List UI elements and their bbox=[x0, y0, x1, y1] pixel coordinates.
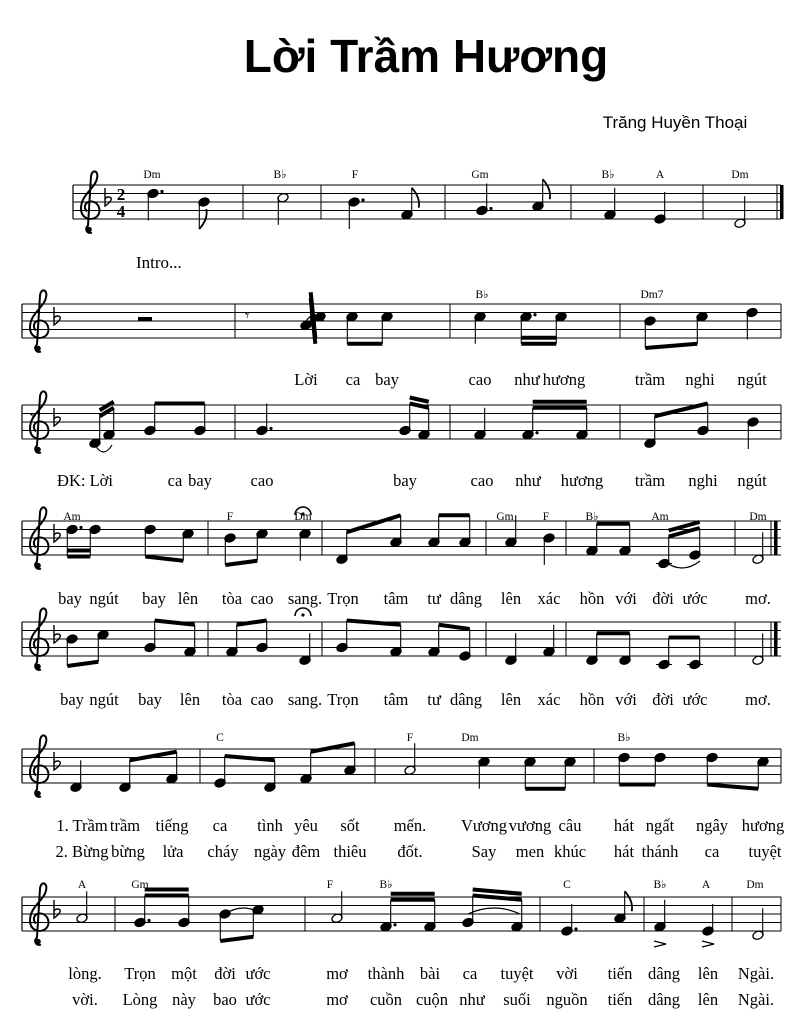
lyric-syllable: tuyệt bbox=[748, 842, 782, 861]
slur bbox=[468, 908, 520, 914]
beam bbox=[645, 344, 697, 348]
note bbox=[654, 192, 666, 224]
lyric-syllable: tiến bbox=[607, 990, 633, 1009]
flat-key-signature-icon bbox=[54, 752, 60, 770]
lyric-syllable: ngày bbox=[253, 842, 287, 861]
chord-symbol: Dm7 bbox=[640, 289, 664, 301]
lyric-syllable: ước bbox=[245, 990, 271, 1009]
fermata-icon bbox=[301, 613, 304, 616]
note bbox=[555, 311, 567, 343]
staff-3 bbox=[22, 391, 781, 452]
lyric-syllable: men bbox=[515, 842, 545, 861]
lyric-syllable: khúc bbox=[553, 842, 587, 861]
note bbox=[299, 528, 311, 560]
chord-symbol: F bbox=[542, 511, 550, 523]
lyric-syllable: ca bbox=[212, 816, 228, 835]
chord-symbol: Dm bbox=[461, 732, 479, 744]
note bbox=[166, 752, 178, 784]
lyric-syllable: tòa bbox=[221, 589, 243, 608]
lyric-syllable: với bbox=[615, 589, 637, 608]
note bbox=[89, 524, 101, 556]
lyric-syllable: ngất bbox=[645, 816, 675, 835]
lyric-syllable: trầm bbox=[109, 816, 141, 835]
lyric-syllable: cuộn bbox=[415, 990, 449, 1009]
lyric-syllable: dâng bbox=[647, 990, 681, 1009]
lyric-syllable: một bbox=[171, 964, 197, 983]
flag bbox=[625, 891, 632, 911]
note bbox=[697, 404, 709, 436]
dot bbox=[160, 190, 163, 193]
note bbox=[428, 625, 440, 657]
flat-key-signature-icon bbox=[54, 307, 60, 325]
lyric-syllable: bài bbox=[419, 964, 441, 983]
note bbox=[747, 417, 759, 449]
note bbox=[194, 404, 206, 436]
treble-clef-icon bbox=[86, 227, 92, 233]
lyric-syllable: cao bbox=[250, 690, 274, 709]
lyric-syllable: mến. bbox=[393, 816, 427, 835]
note bbox=[300, 752, 312, 784]
treble-clef-icon bbox=[35, 346, 41, 352]
lyric-syllable: xác bbox=[537, 589, 561, 608]
note bbox=[226, 625, 238, 657]
lyric-syllable: hương bbox=[741, 816, 785, 835]
final-thick-barline bbox=[780, 185, 784, 219]
lyric-syllable: tư bbox=[427, 690, 441, 709]
lyric-syllable: Ngài. bbox=[737, 964, 775, 983]
beam bbox=[473, 890, 522, 894]
lyric-syllable: dâng bbox=[449, 589, 483, 608]
chord-symbol: C bbox=[563, 879, 571, 891]
beam bbox=[439, 625, 470, 629]
note bbox=[214, 756, 226, 788]
note bbox=[654, 752, 666, 784]
note bbox=[706, 752, 718, 784]
dot bbox=[574, 927, 577, 930]
lyric-syllable: tình bbox=[257, 816, 283, 835]
note bbox=[264, 760, 276, 792]
note bbox=[256, 528, 268, 560]
lyric-syllable: 1. Trầm bbox=[56, 816, 108, 835]
flag bbox=[412, 188, 419, 208]
beam bbox=[707, 785, 758, 789]
lyric-syllable: Vương bbox=[460, 816, 508, 835]
lyric-syllable: lòng. bbox=[68, 964, 102, 983]
time-signature-top: 2 bbox=[116, 185, 126, 204]
note bbox=[459, 515, 471, 547]
lyric-syllable: mơ. bbox=[745, 690, 771, 709]
note bbox=[299, 633, 311, 665]
lyric-syllable: Lời bbox=[294, 370, 318, 389]
note bbox=[224, 533, 236, 565]
flat-key-signature-icon bbox=[54, 524, 60, 542]
lyric-syllable: Say bbox=[471, 842, 497, 861]
treble-clef-icon bbox=[35, 664, 41, 670]
note bbox=[619, 524, 631, 556]
note bbox=[586, 633, 598, 665]
composer-name: Trăng Huyền Thoại bbox=[602, 113, 748, 132]
note bbox=[399, 404, 411, 436]
lyric-syllable: sốt bbox=[340, 816, 360, 835]
chord-symbol: Gm bbox=[471, 169, 489, 181]
dot bbox=[535, 431, 538, 434]
lyric-syllable: thánh bbox=[641, 842, 679, 861]
lyric-syllable: ca bbox=[345, 370, 361, 389]
note bbox=[689, 528, 701, 560]
lyric-syllable: trầm bbox=[634, 370, 666, 389]
staff-2 bbox=[22, 290, 781, 351]
lyric-syllable: dâng bbox=[647, 964, 681, 983]
chord-symbol: Gm bbox=[496, 511, 514, 523]
accent-icon bbox=[654, 941, 666, 947]
lyric-syllable: ước bbox=[682, 589, 708, 608]
note bbox=[532, 179, 544, 211]
note bbox=[344, 743, 356, 775]
lyric-syllable: thiêu bbox=[333, 842, 367, 861]
lyric-syllable: vời bbox=[556, 964, 578, 983]
dot bbox=[361, 198, 364, 201]
lyric-syllable: đêm bbox=[291, 842, 321, 861]
note bbox=[256, 621, 268, 653]
lyric-syllable: ngây bbox=[695, 816, 729, 835]
lyric-syllable: hồn bbox=[579, 690, 605, 709]
beam bbox=[67, 662, 98, 666]
lyric-syllable: ngút bbox=[89, 690, 119, 709]
treble-clef-icon bbox=[35, 939, 41, 945]
lyric-syllable: tiếng bbox=[155, 816, 189, 835]
lyric-syllable: tâm bbox=[383, 589, 409, 608]
lyric-syllable: ngút bbox=[737, 370, 767, 389]
note bbox=[336, 532, 348, 564]
flat-key-signature-icon bbox=[54, 625, 60, 643]
beam bbox=[145, 557, 183, 561]
lyric-syllable: nghi bbox=[688, 471, 718, 490]
beam bbox=[410, 398, 429, 402]
chord-symbol: Dm bbox=[143, 169, 161, 181]
lyric-syllable: hương bbox=[560, 471, 604, 490]
note bbox=[752, 633, 764, 665]
lyric-syllable: cao bbox=[250, 589, 274, 608]
lyric-syllable: cao bbox=[468, 370, 492, 389]
note bbox=[459, 629, 471, 661]
lyric-syllable: cháy bbox=[207, 842, 239, 861]
note bbox=[346, 311, 358, 343]
lyric-syllable: đời bbox=[214, 964, 236, 983]
note bbox=[543, 625, 555, 657]
lyric-syllable: này bbox=[172, 990, 196, 1009]
lyric-syllable: lên bbox=[697, 990, 719, 1009]
note bbox=[614, 891, 626, 923]
lyric-syllable: bay bbox=[393, 471, 417, 490]
note bbox=[184, 625, 196, 657]
dot bbox=[489, 207, 492, 210]
beam bbox=[225, 756, 275, 760]
note bbox=[424, 900, 436, 932]
note bbox=[586, 524, 598, 556]
lyric-syllable: ca bbox=[704, 842, 720, 861]
lyric-syllable: đốt. bbox=[397, 842, 423, 861]
flat-key-signature-icon bbox=[105, 188, 111, 206]
beam bbox=[155, 621, 195, 625]
chord-symbol: B♭ bbox=[617, 732, 631, 744]
note bbox=[401, 188, 413, 220]
treble-clef-icon bbox=[35, 791, 41, 797]
dot bbox=[147, 919, 150, 922]
lyric-syllable: bay bbox=[60, 690, 84, 709]
lyric-syllable: hương bbox=[542, 370, 586, 389]
lyric-syllable: Trọn bbox=[327, 690, 359, 709]
note bbox=[687, 638, 703, 670]
chord-symbol: B♭ bbox=[379, 879, 393, 891]
lyric-syllable: sang. bbox=[287, 690, 323, 709]
note bbox=[604, 188, 616, 220]
lyric-syllable: sang. bbox=[287, 589, 323, 608]
note bbox=[656, 638, 672, 670]
lyric-syllable: thành bbox=[367, 964, 405, 983]
lyric-syllable: bao bbox=[213, 990, 237, 1009]
lyric-syllable: ước bbox=[682, 690, 708, 709]
lyric-syllable: bay bbox=[58, 589, 82, 608]
note bbox=[336, 621, 348, 653]
note bbox=[178, 896, 190, 928]
chord-symbol: B♭ bbox=[585, 511, 599, 523]
treble-clef-icon bbox=[35, 447, 41, 453]
note bbox=[390, 625, 402, 657]
lyric-syllable: mơ bbox=[326, 990, 348, 1009]
note bbox=[757, 756, 769, 788]
note bbox=[734, 196, 746, 228]
note bbox=[182, 528, 194, 560]
staff-1 bbox=[73, 171, 784, 232]
beam bbox=[220, 937, 253, 941]
note bbox=[543, 533, 555, 565]
flat-key-signature-icon bbox=[54, 900, 60, 918]
chord-symbol: F bbox=[351, 169, 359, 181]
lyric-syllable: suối bbox=[503, 990, 531, 1009]
chord-symbol: A bbox=[77, 879, 87, 891]
note bbox=[478, 756, 490, 788]
final-thick-barline bbox=[774, 622, 778, 656]
staff-6 bbox=[22, 735, 781, 796]
lyric-syllable: cuồn bbox=[369, 990, 403, 1009]
beam bbox=[410, 404, 429, 408]
lyric-syllable: câu bbox=[558, 816, 582, 835]
final-thick-barline bbox=[774, 521, 778, 555]
lyric-syllable: bay bbox=[138, 690, 162, 709]
lyric-syllable: tòa bbox=[221, 690, 243, 709]
lyric-syllable: lên bbox=[177, 589, 199, 608]
chord-symbol: Dm bbox=[746, 879, 764, 891]
lyric-syllable: ca bbox=[167, 471, 183, 490]
lyric-syllable: xác bbox=[537, 690, 561, 709]
note bbox=[644, 316, 656, 348]
note bbox=[524, 756, 536, 788]
lyric-syllable: lửa bbox=[162, 842, 184, 861]
lyric-syllable: bay bbox=[375, 370, 399, 389]
note bbox=[418, 408, 430, 440]
lyric-syllable: ĐK: Lời bbox=[57, 471, 113, 490]
lyric-syllable: ngút bbox=[737, 471, 767, 490]
lyric-syllable: lên bbox=[500, 690, 522, 709]
chord-symbol: B♭ bbox=[475, 289, 489, 301]
lyric-syllable: nghi bbox=[685, 370, 715, 389]
chord-symbol: Am bbox=[63, 511, 81, 523]
lyric-syllable: như bbox=[514, 370, 540, 389]
note bbox=[618, 752, 630, 784]
lyric-syllable: trầm bbox=[634, 471, 666, 490]
intro-label: Intro... bbox=[136, 253, 182, 272]
lyric-syllable: tâm bbox=[383, 690, 409, 709]
note bbox=[277, 192, 289, 224]
song-title: Lời Trầm Hương bbox=[243, 30, 609, 82]
note bbox=[702, 904, 714, 936]
lyric-syllable: vời. bbox=[72, 990, 98, 1009]
treble-clef-icon bbox=[35, 563, 41, 569]
note bbox=[619, 633, 631, 665]
lyric-syllable: Ngài. bbox=[737, 990, 775, 1009]
chord-symbol: B♭ bbox=[653, 879, 667, 891]
note bbox=[522, 408, 539, 440]
lyric-syllable: lên bbox=[697, 964, 719, 983]
lyric-syllable: như bbox=[459, 990, 485, 1009]
beam bbox=[347, 621, 401, 625]
chord-symbol: A bbox=[701, 879, 711, 891]
note bbox=[752, 532, 764, 564]
lyric-syllable: ca bbox=[462, 964, 478, 983]
lyric-syllable: với bbox=[615, 690, 637, 709]
chord-symbol: Dm bbox=[294, 511, 312, 523]
time-signature-bottom: 4 bbox=[116, 202, 126, 221]
note bbox=[505, 633, 517, 665]
chord-symbol: F bbox=[326, 879, 334, 891]
accent-icon bbox=[702, 941, 714, 947]
music-notation bbox=[22, 169, 784, 1009]
lyric-syllable: nguồn bbox=[546, 990, 588, 1009]
lyric-syllable: bay bbox=[142, 589, 166, 608]
lyric-syllable: yêu bbox=[294, 816, 318, 835]
note bbox=[66, 634, 78, 666]
beam bbox=[473, 896, 522, 900]
chord-symbol: C bbox=[216, 732, 224, 744]
dot bbox=[269, 427, 272, 430]
beam bbox=[225, 561, 257, 565]
lyric-syllable: mơ. bbox=[745, 589, 771, 608]
note bbox=[696, 311, 708, 343]
dot bbox=[79, 526, 82, 529]
note bbox=[654, 900, 666, 932]
chord-symbol: Gm bbox=[131, 879, 149, 891]
chord-symbol: B♭ bbox=[601, 169, 615, 181]
note bbox=[144, 621, 156, 653]
lyric-syllable: cao bbox=[250, 471, 274, 490]
whole-rest bbox=[138, 317, 152, 321]
chord-symbol: A bbox=[655, 169, 665, 181]
lyric-syllable: đời bbox=[652, 589, 674, 608]
lyric-syllable: 2. Bừng bbox=[55, 842, 109, 861]
beam bbox=[237, 621, 267, 625]
lyric-syllable: Trọn bbox=[327, 589, 359, 608]
lyric-syllable: hát bbox=[613, 816, 635, 835]
note bbox=[752, 908, 764, 940]
lyric-syllable: dâng bbox=[449, 690, 483, 709]
chord-symbol: F bbox=[226, 511, 234, 523]
flat-key-signature-icon bbox=[54, 408, 60, 426]
flag bbox=[543, 179, 550, 199]
lyric-syllable: bừng bbox=[111, 842, 145, 861]
chord-symbol: F bbox=[406, 732, 414, 744]
lyric-syllable: đời bbox=[652, 690, 674, 709]
lyric-syllable: lên bbox=[500, 589, 522, 608]
lyric-syllable: ngút bbox=[89, 589, 119, 608]
dot bbox=[393, 923, 396, 926]
note bbox=[576, 408, 588, 440]
lyric-syllable: ước bbox=[245, 964, 271, 983]
note bbox=[76, 891, 88, 923]
note bbox=[404, 743, 416, 775]
note bbox=[331, 891, 343, 923]
note bbox=[70, 760, 82, 792]
lyric-syllable: Lòng bbox=[122, 990, 158, 1009]
chord-symbol: Am bbox=[651, 511, 669, 523]
note bbox=[746, 307, 758, 339]
note bbox=[474, 311, 486, 343]
note bbox=[97, 629, 109, 661]
lyric-syllable: như bbox=[515, 471, 541, 490]
note bbox=[511, 900, 523, 932]
lyric-syllable: hát bbox=[613, 842, 635, 861]
eighth-rest: 𝄾 bbox=[245, 307, 250, 325]
note bbox=[644, 416, 656, 448]
lyric-syllable: lên bbox=[179, 690, 201, 709]
lyric-syllable: hồn bbox=[579, 589, 605, 608]
lyric-syllable: Trọn bbox=[124, 964, 156, 983]
beam bbox=[130, 752, 177, 761]
beam bbox=[311, 743, 355, 752]
lyric-syllable: cao bbox=[470, 471, 494, 490]
note bbox=[564, 756, 576, 788]
note bbox=[119, 760, 131, 792]
note bbox=[428, 515, 440, 547]
note bbox=[144, 524, 156, 556]
note bbox=[474, 408, 486, 440]
chord-symbol: Dm bbox=[731, 169, 749, 181]
note bbox=[144, 404, 156, 436]
chord-symbol: B♭ bbox=[273, 169, 287, 181]
lyric-syllable: mơ bbox=[326, 964, 348, 983]
note bbox=[380, 900, 397, 932]
lyric-syllable: bay bbox=[188, 471, 212, 490]
lyric-syllable: tư bbox=[427, 589, 441, 608]
lyric-syllable: vương bbox=[508, 816, 552, 835]
lyric-syllable: tuyệt bbox=[500, 964, 534, 983]
lyric-syllable: tiến bbox=[607, 964, 633, 983]
dot bbox=[533, 313, 536, 316]
eighth-rest: 𝄾 bbox=[30, 408, 35, 426]
note bbox=[89, 416, 101, 448]
note bbox=[381, 311, 393, 343]
chord-symbol: Dm bbox=[749, 511, 767, 523]
